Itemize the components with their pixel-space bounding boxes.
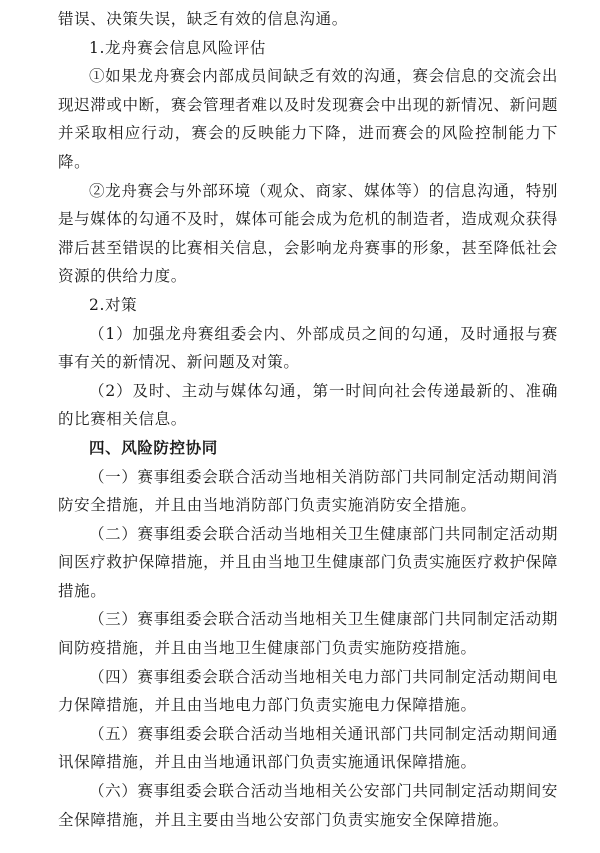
subheading-info-risk-assessment: 1.龙舟赛会信息风险评估 [89, 38, 266, 57]
document-page [0, 5, 600, 853]
measure-epidemic-prevention: （三）赛事组委会联合活动当地相关卫生健康部门共同制定活动期间防疫措施，并且由当地卫生健康部门负责实施防疫措施。 [58, 610, 558, 658]
measure-power-supply: （四）赛事组委会联合活动当地相关电力部门共同制定活动期间电力保障措施，并且由当地电力部门负责实施电力保障措施。 [58, 667, 558, 715]
paragraph-external-communication: ②龙舟赛会与外部环境（观众、商家、媒体等）的信息沟通，特别是与媒体的勾通不及时，媒体可能会成为危机的制造者，造成观众获得滞后甚至错误的比赛相关信息，会影响龙舟赛事的形象，甚至降低社会资源的供给力度。 [58, 181, 558, 286]
measure-medical-rescue: （二）赛事组委会联合活动当地相关卫生健康部门共同制定活动期间医疗救护保障措施，并且由当地卫生健康部门负责实施医疗救护保障措施。 [58, 524, 558, 600]
paragraph-countermeasure-2: （2）及时、主动与媒体勾通，第一时间向社会传递最新的、准确的比赛相关信息。 [58, 381, 558, 429]
measure-fire-safety: （一）赛事组委会联合活动当地相关消防部门共同制定活动期间消防安全措施，并且由当地消防部门负责实施消防安全措施。 [58, 467, 558, 515]
paragraph-continuation: 错误、决策失误，缺乏有效的信息沟通。 [58, 10, 348, 28]
paragraph-internal-communication: ①如果龙舟赛会内部成员间缺乏有效的沟通，赛会信息的交流会出现迟滞或中断，赛会管理者难以及时发现赛会中出现的新情况、新问题并采取相应行动，赛会的反映能力下降，进而赛会的风险控制能力下降。 [58, 67, 558, 171]
section-heading: 四、风险防控协同 [89, 438, 218, 457]
measure-communications: （五）赛事组委会联合活动当地相关通讯部门共同制定活动期间通讯保障措施，并且由当地通讯部门负责实施通讯保障措施。 [58, 724, 558, 772]
paragraph-countermeasure-1: （1）加强龙舟赛组委会内、外部成员之间的勾通，及时通报与赛事有关的新情况、新问题及对策。 [58, 324, 558, 372]
subheading-countermeasures: 2.对策 [89, 295, 138, 314]
measure-public-security: （六）赛事组委会联合活动当地相关公安部门共同制定活动期间安全保障措施，并且主要由当地公安部门负责实施安全保障措施。 [58, 782, 558, 829]
